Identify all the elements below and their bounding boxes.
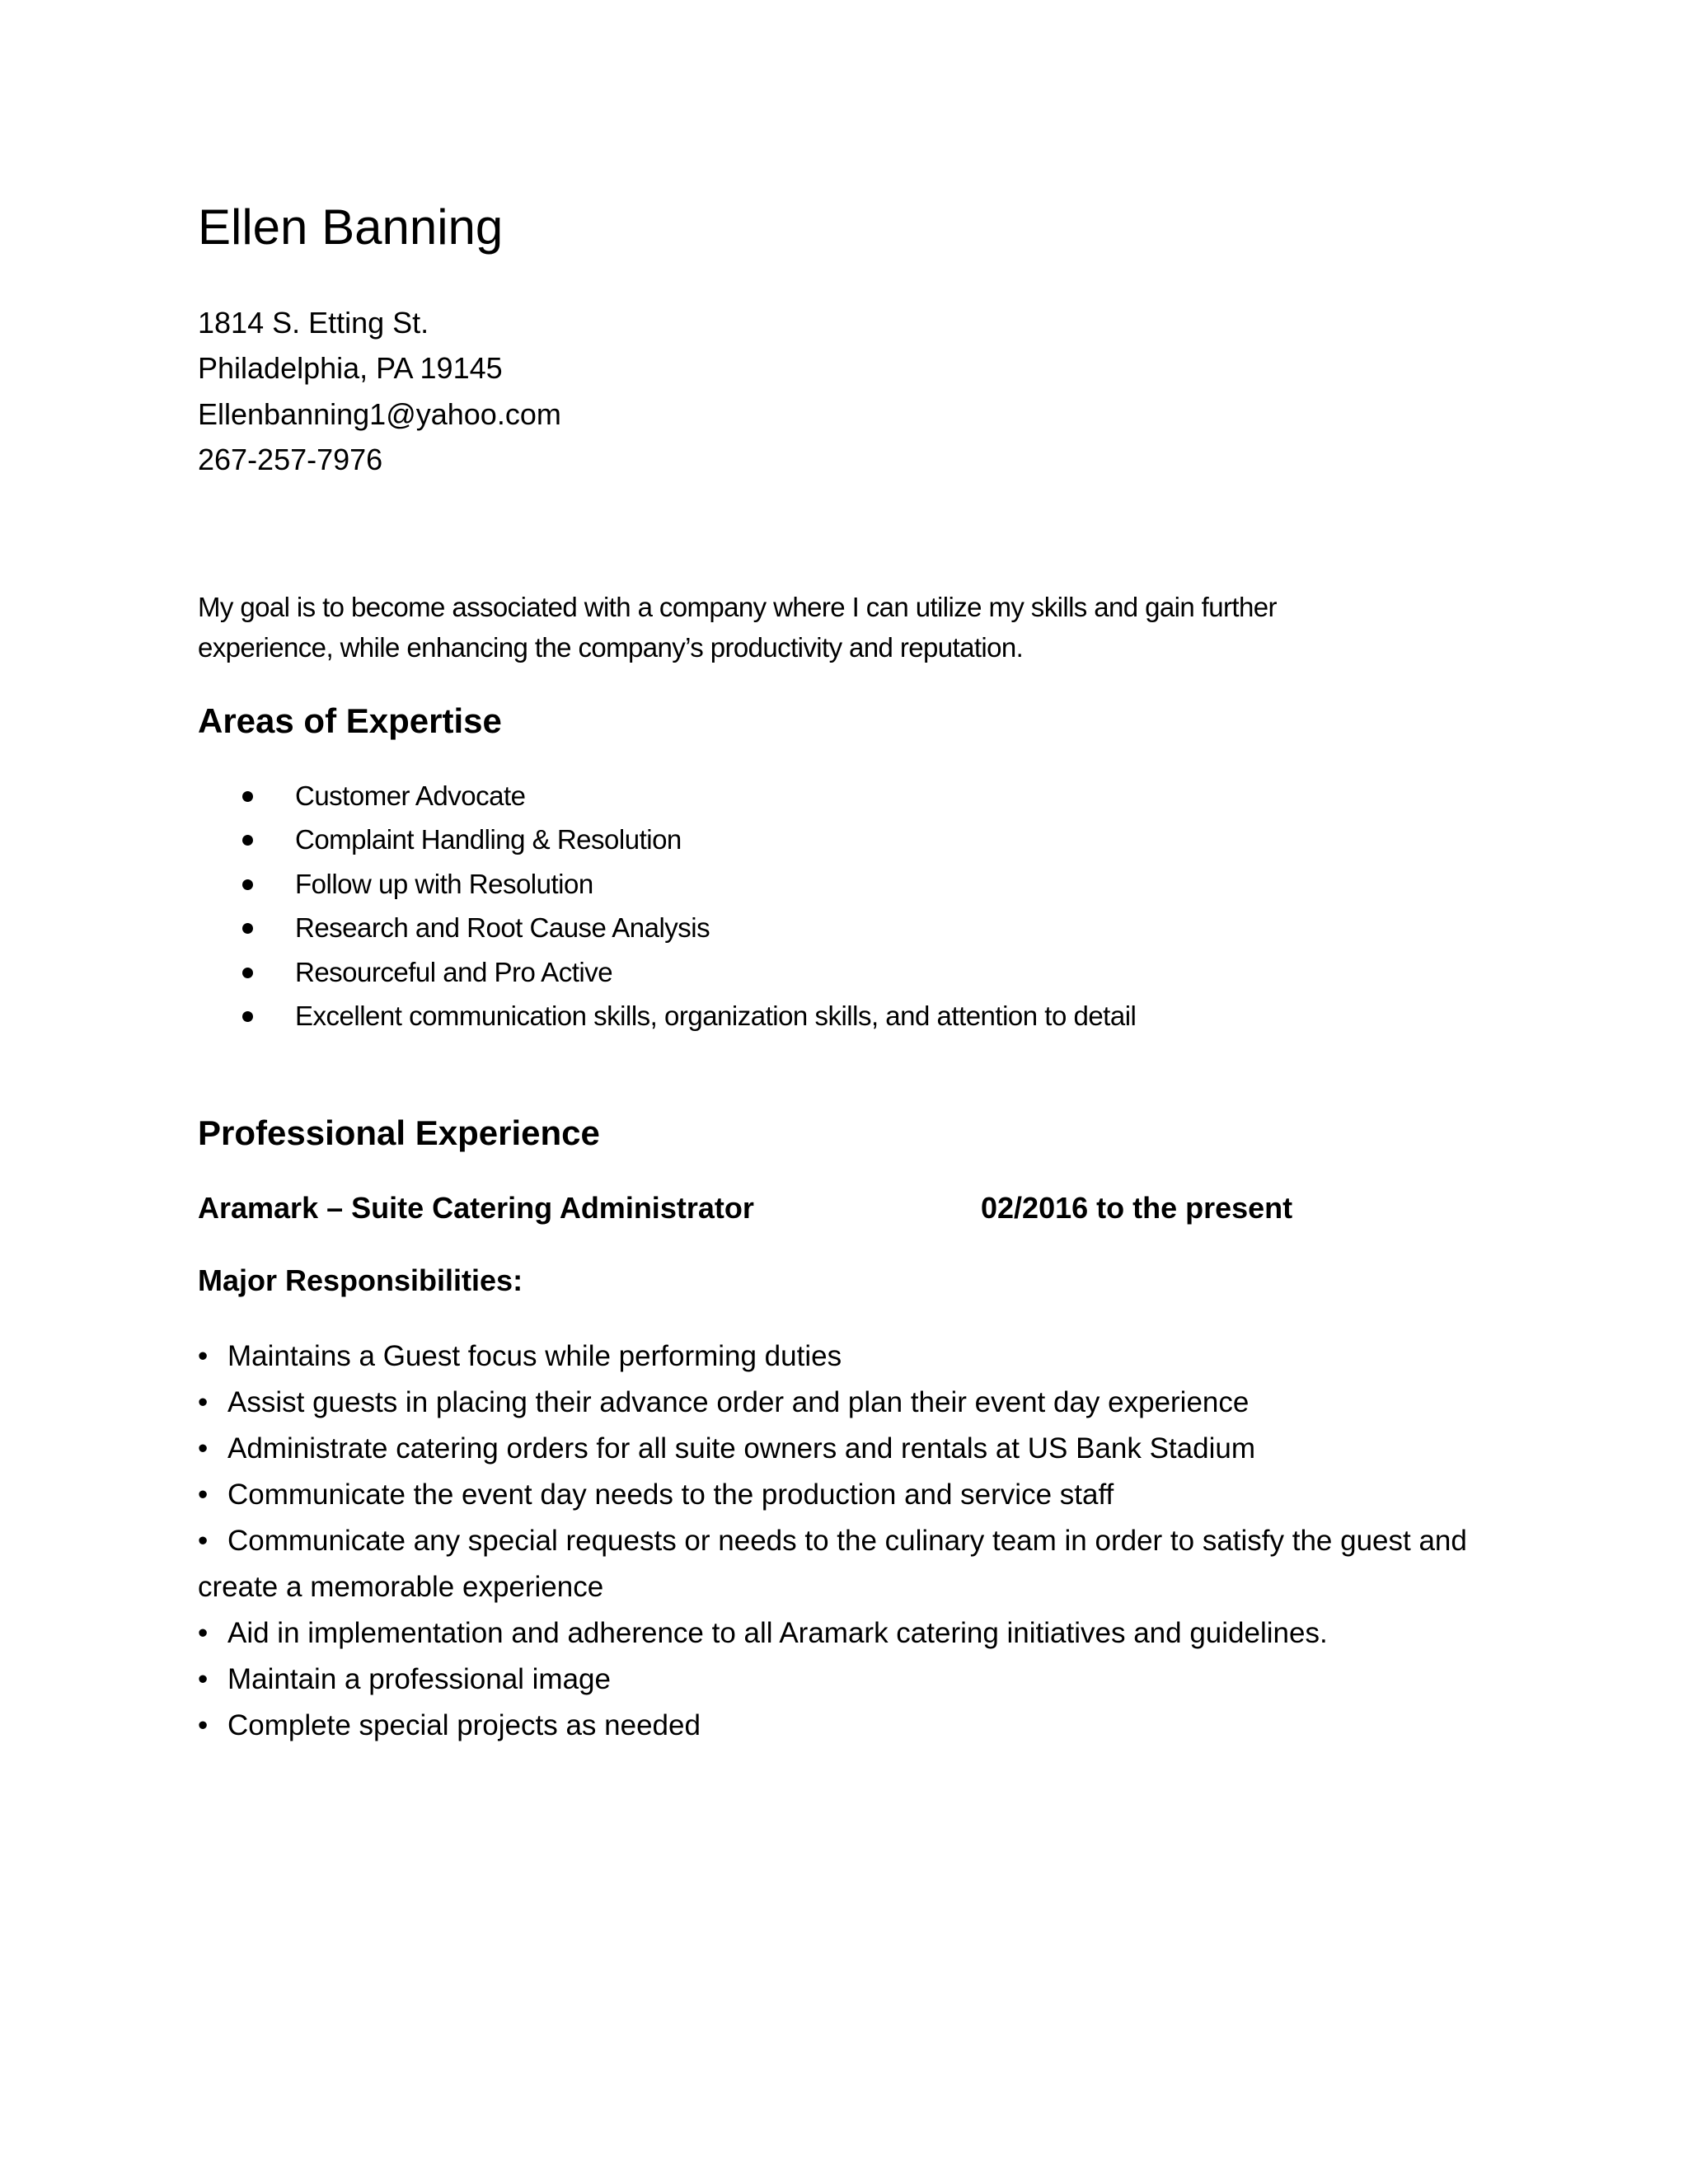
expertise-item bbox=[198, 823, 1136, 867]
responsibility-text: Communicate any special requests or needs to the culinary team in order to satisfy the guest and create a memorable experience bbox=[198, 1525, 1467, 1603]
responsibilities-list bbox=[198, 1333, 1484, 1749]
expertise-heading: Areas of Expertise bbox=[198, 701, 502, 740]
resume-name: Ellen Banning bbox=[198, 199, 504, 255]
expertise-item bbox=[198, 1000, 1136, 1043]
bullet-glyph: • bbox=[198, 1617, 209, 1649]
job-dates: 02/2016 to the present bbox=[981, 1191, 1293, 1225]
responsibility-item bbox=[198, 1703, 1484, 1749]
email-address: Ellenbanning1@yahoo.com bbox=[198, 397, 561, 431]
bullet-glyph: • bbox=[198, 1432, 209, 1465]
responsibility-text: Aid in implementation and adherence to all Aramark catering initiatives and guidelines. bbox=[227, 1617, 1328, 1649]
expertise-item-text: Follow up with Resolution bbox=[295, 868, 593, 899]
responsibility-text: Administrate catering orders for all suite owners and rentals at US Bank Stadium bbox=[227, 1432, 1255, 1465]
expertise-item-text: Research and Root Cause Analysis bbox=[295, 912, 710, 944]
expertise-item-text: Complaint Handling & Resolution bbox=[295, 824, 682, 855]
bullet-icon bbox=[242, 879, 253, 890]
responsibility-text: Communicate the event day needs to the production and service staff bbox=[227, 1479, 1114, 1511]
experience-heading: Professional Experience bbox=[198, 1113, 600, 1152]
responsibility-item bbox=[198, 1657, 1484, 1703]
responsibility-text: Maintains a Guest focus while performing duties bbox=[227, 1340, 842, 1372]
expertise-item-text: Resourceful and Pro Active bbox=[295, 956, 613, 987]
responsibility-item bbox=[198, 1518, 1484, 1610]
bullet-glyph: • bbox=[198, 1479, 209, 1511]
bullet-icon bbox=[242, 968, 253, 978]
objective-statement: My goal is to become associated with a company where I can utilize my skills and gain further experience, while enhancing the company’s productivity and reputation. bbox=[198, 592, 1277, 663]
expertise-item-text: Customer Advocate bbox=[295, 780, 526, 811]
bullet-glyph: • bbox=[198, 1525, 209, 1557]
responsibility-text: Maintain a professional image bbox=[227, 1663, 611, 1695]
job-title: Aramark – Suite Catering Administrator bbox=[198, 1191, 754, 1225]
address-street: 1814 S. Etting St. bbox=[198, 306, 429, 340]
responsibility-item bbox=[198, 1610, 1484, 1657]
bullet-icon bbox=[242, 835, 253, 846]
phone-number: 267-257-7976 bbox=[198, 443, 383, 476]
bullet-glyph: • bbox=[198, 1663, 209, 1695]
expertise-item bbox=[198, 956, 1136, 1000]
bullet-glyph: • bbox=[198, 1709, 209, 1741]
responsibility-text: Complete special projects as needed bbox=[227, 1709, 701, 1741]
bullet-icon bbox=[242, 923, 253, 934]
responsibility-item bbox=[198, 1380, 1484, 1426]
bullet-glyph: • bbox=[198, 1340, 209, 1372]
expertise-item bbox=[198, 780, 1136, 823]
expertise-item bbox=[198, 912, 1136, 955]
expertise-item-text: Excellent communication skills, organization skills, and attention to detail bbox=[295, 1000, 1137, 1031]
responsibility-item bbox=[198, 1426, 1484, 1472]
responsibility-text: Assist guests in placing their advance order and plan their event day experience bbox=[227, 1386, 1250, 1418]
address-city: Philadelphia, PA 19145 bbox=[198, 351, 503, 385]
bullet-icon bbox=[242, 1011, 253, 1022]
bullet-icon bbox=[242, 791, 253, 802]
expertise-item bbox=[198, 868, 1136, 912]
expertise-list bbox=[198, 780, 1136, 1043]
responsibilities-heading: Major Responsibilities: bbox=[198, 1263, 523, 1297]
responsibility-item bbox=[198, 1333, 1484, 1380]
responsibility-item bbox=[198, 1472, 1484, 1518]
bullet-glyph: • bbox=[198, 1386, 209, 1418]
